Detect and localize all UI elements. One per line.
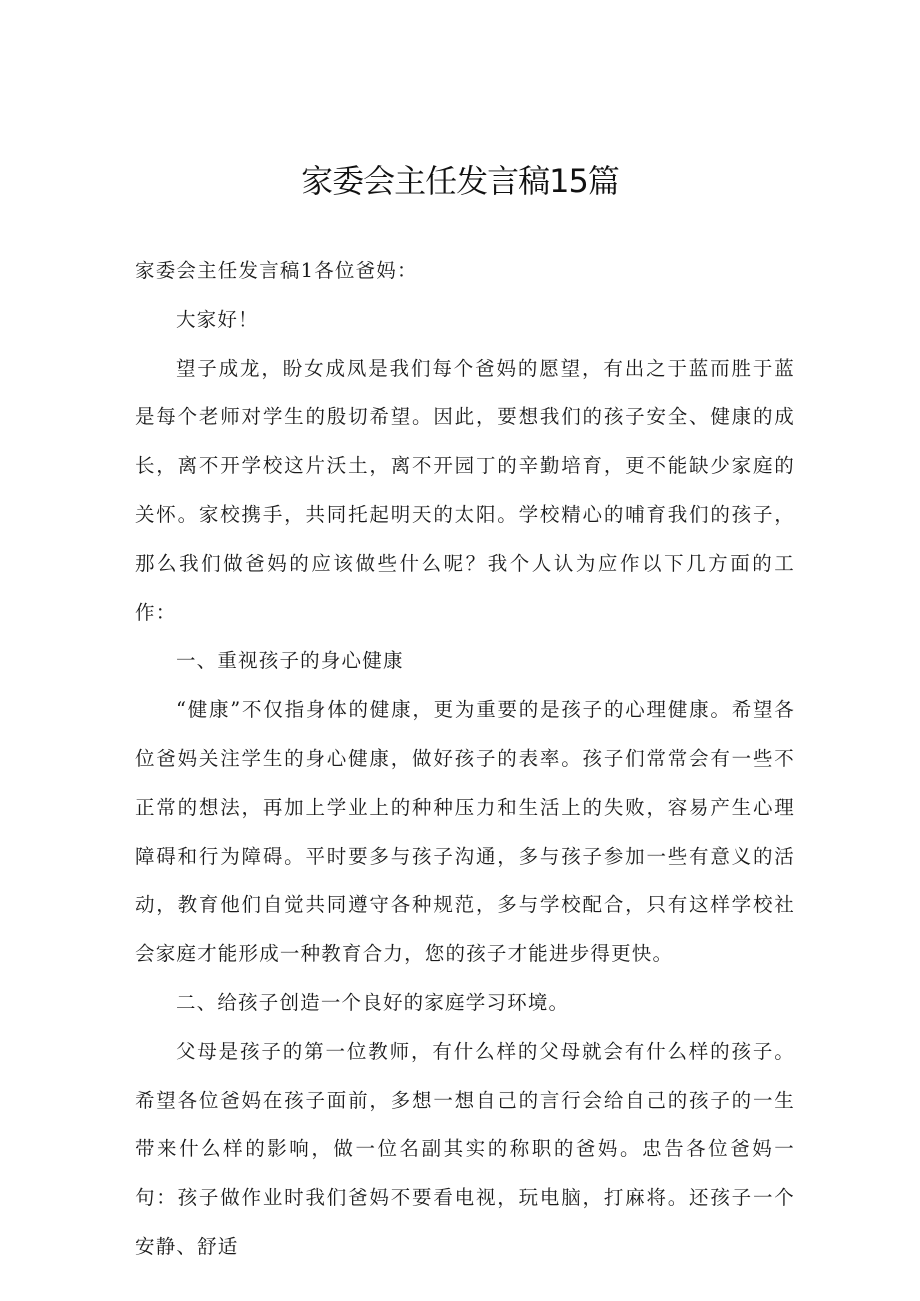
section-1-paragraph: “健康”不仅指身体的健康，更为重要的是孩子的心理健康。希望各位爸妈关注学生的身心健康，做好孩子的表率。孩子们常常会有一些不正常的想法，再加上学业上的种种压力和生活上的失败，容易产生心理障碍和行为障碍。平时要多与孩子沟通，多与孩子参加一些有意义的活动，教育他们自觉共同遵守各种规范，多与学校配合，只有这样学校社会家庭才能形成一种教育合力，您的孩子才能进步得更快。 bbox=[135, 698, 795, 966]
intro-paragraph: 望子成龙，盼女成凤是我们每个爸妈的愿望，有出之于蓝而胜于蓝是每个老师对学生的殷切希望。因此，要想我们的孩子安全、健康的成长，离不开学校这片沃土，离不开园丁的辛勤培育，更不能缺少家庭的关怀。家校携手，共同托起明天的太阳。学校精心的哺育我们的孩子，那么我们做爸妈的应该做些什么呢？我个人认为应作以下几方面的工作： bbox=[135, 356, 795, 624]
section-heading-2: 二、给孩子创造一个良好的家庭学习环境。 bbox=[175, 990, 570, 1014]
speech-heading: 家委会主任发言稿1各位爸妈： bbox=[135, 259, 418, 282]
document-title: 家委会主任发言稿15篇 bbox=[301, 162, 619, 200]
section-heading-1: 一、重视孩子的身心健康 bbox=[175, 649, 404, 673]
greeting-paragraph: 大家好！ bbox=[175, 307, 259, 331]
document-body bbox=[135, 247, 795, 1272]
section-2-paragraph: 父母是孩子的第一位教师，有什么样的父母就会有什么样的孩子。希望各位爸妈在孩子面前，多想一想自己的言行会给自己的孩子的一生带来什么样的影响，做一位名副其实的称职的爸妈。忠告各位爸妈一句：孩子做作业时我们爸妈不要看电视，玩电脑，打麻将。还孩子一个安静、舒适 bbox=[135, 1039, 795, 1258]
